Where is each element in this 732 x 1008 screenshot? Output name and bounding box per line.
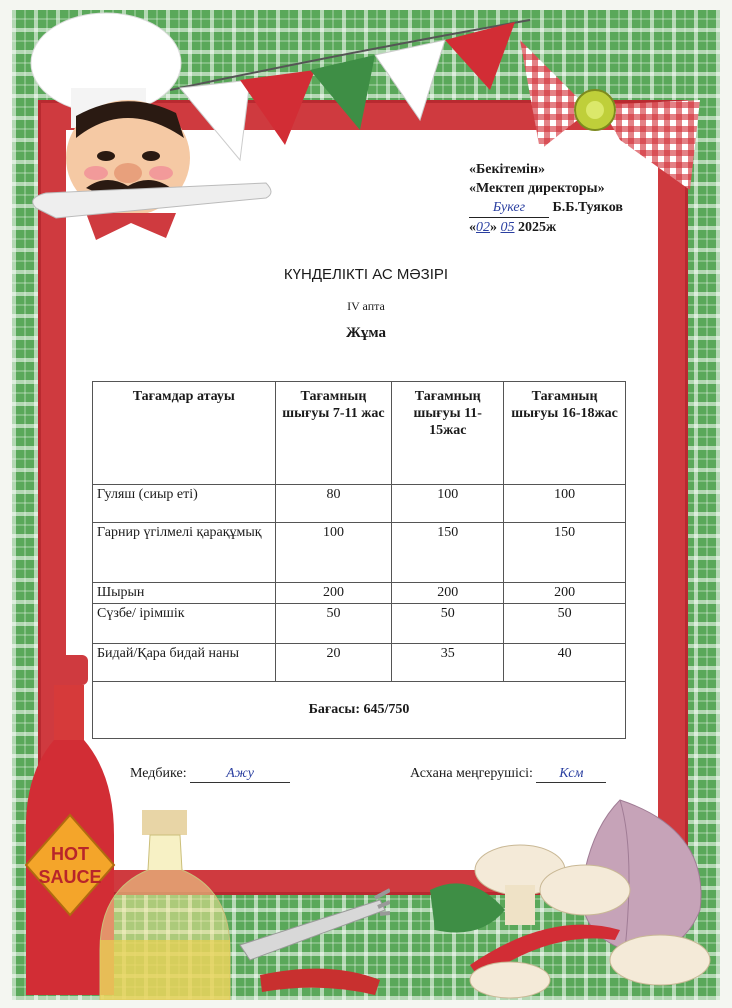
portion-16-18: 50 (504, 604, 626, 644)
dish-name: Шырын (93, 583, 276, 604)
date-close-quote: » (490, 220, 497, 235)
portion-16-18: 200 (504, 583, 626, 604)
portion-7-11: 200 (275, 583, 392, 604)
table-row (93, 604, 626, 644)
director-signature-row (469, 198, 623, 218)
chef-illustration (16, 8, 276, 278)
date-day: 02 (476, 220, 490, 235)
approval-date (469, 218, 623, 237)
oil-bottle-and-fork (90, 810, 390, 1000)
director-signature: Букег (469, 198, 549, 218)
portion-16-18: 40 (504, 644, 626, 682)
dish-name: Гарнир үгілмелі қарақұмық (93, 523, 276, 583)
portion-11-15: 35 (392, 644, 504, 682)
approval-block (469, 160, 623, 237)
portion-11-15: 200 (392, 583, 504, 604)
director-name: Б.Б.Туяков (552, 200, 623, 215)
dish-name: Сүзбе/ ірімшік (93, 604, 276, 644)
total-row (93, 682, 626, 739)
portion-7-11: 20 (275, 644, 392, 682)
day-label: Жұма (346, 325, 386, 341)
approval-line2: «Мектеп директоры» (469, 181, 605, 196)
date-month: 05 (500, 220, 515, 235)
vegetables-illustration (410, 790, 720, 1002)
header-age-7-11: Тағамның шығуы 7-11 жас (275, 382, 392, 485)
price-total: Бағасы: 645/750 (93, 682, 626, 739)
dish-name: Бидай/Қара бидай наны (93, 644, 276, 682)
menu-table (92, 381, 626, 739)
svg-text:SAUCE: SAUCE (38, 867, 102, 887)
canteen-signature-block (410, 766, 606, 783)
portion-7-11: 80 (275, 485, 392, 523)
dish-name: Гуляш (сиыр еті) (93, 485, 276, 523)
portion-11-15: 150 (392, 523, 504, 583)
table-header-row (93, 382, 626, 485)
portion-11-15: 100 (392, 485, 504, 523)
page-title: КҮНДЕЛІКТІ АС МӘЗІРІ (283, 266, 449, 283)
approval-line1: «Бекітемін» (469, 162, 546, 177)
table-row (93, 583, 626, 604)
date-open-quote: « (469, 220, 476, 235)
nurse-label: Медбике: (130, 766, 187, 781)
canteen-label: Асхана меңгерушісі: (410, 766, 533, 781)
week-label: IV апта (347, 299, 385, 313)
portion-16-18: 150 (504, 523, 626, 583)
portion-16-18: 100 (504, 485, 626, 523)
portion-7-11: 50 (275, 604, 392, 644)
nurse-signature-block (130, 766, 290, 783)
svg-text:HOT: HOT (51, 844, 89, 864)
portion-7-11: 100 (275, 523, 392, 583)
header-age-16-18: Тағамның шығуы 16-18жас (504, 382, 626, 485)
nurse-signature: Ажу (190, 766, 290, 783)
date-year: 2025ж (518, 220, 557, 235)
table-row (93, 523, 626, 583)
header-dish: Тағамдар атауы (93, 382, 276, 485)
table-row (93, 644, 626, 682)
portion-11-15: 50 (392, 604, 504, 644)
table-row (93, 485, 626, 523)
header-age-11-15: Тағамның шығуы 11-15жас (392, 382, 504, 485)
canteen-signature: Ксм (536, 766, 606, 783)
